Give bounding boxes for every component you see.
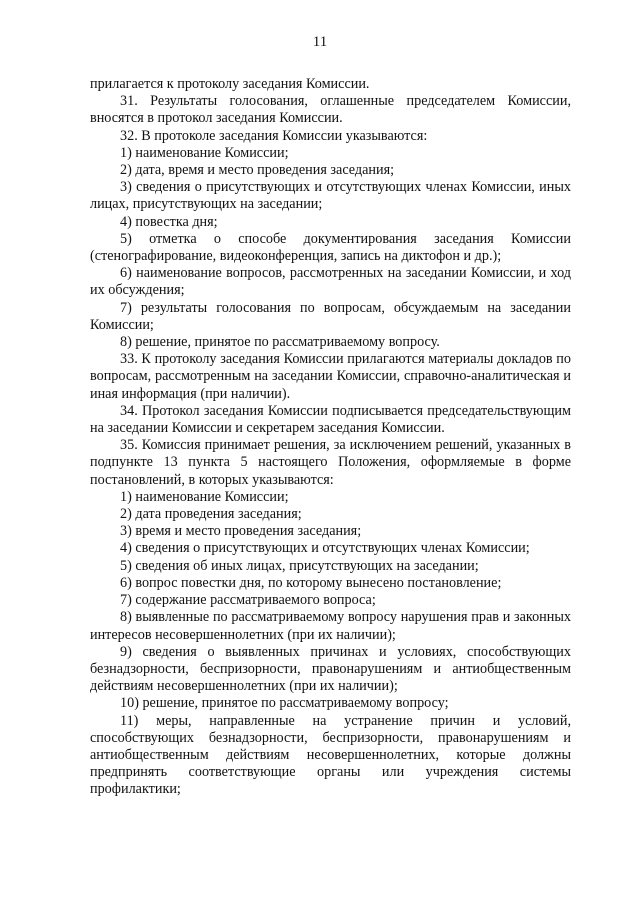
list-item: 3) сведения о присутствующих и отсутствующих членах Комиссии, иных лицах, присутствующих на заседании;: [90, 179, 571, 213]
paragraph-continuation: прилагается к протоколу заседания Комиссии.: [90, 76, 370, 92]
list-item: 5) отметка о способе документирования заседания Комиссии (стенографирование, видеоконференция, запись на диктофон и др.);: [90, 230, 571, 265]
list-item: 10) решение, принятое по рассматриваемому вопросу;: [120, 695, 449, 712]
list-item: 6) вопрос повестки дня, по которому вынесено постановление;: [120, 574, 502, 591]
paragraph-35: 35. Комиссия принимает решения, за исключением решений, указанных в подпункте 13 пункта 5 настоящего Положения, оформляемые в форме постановлений, в которых указываются:: [90, 437, 571, 488]
list-item: 8) решение, принятое по рассматриваемому вопросу.: [120, 334, 440, 351]
list-item: 7) результаты голосования по вопросам, обсуждаемым на заседании Комиссии;: [90, 299, 571, 333]
list-item: 1) наименование Комиссии;: [120, 144, 289, 161]
list-item: 2) дата проведения заседания;: [120, 506, 302, 523]
list-item: 2) дата, время и место проведения заседания;: [120, 162, 395, 179]
list-item: 4) сведения о присутствующих и отсутствующих членах Комиссии;: [120, 540, 530, 557]
list-item: 4) повестка дня;: [120, 213, 218, 230]
paragraph-31: 31. Результаты голосования, оглашенные председателем Комиссии, вносятся в протокол заседания Комиссии.: [90, 93, 571, 127]
list-item: 5) сведения об иных лицах, присутствующих на заседании;: [120, 557, 479, 574]
list-item: 3) время и место проведения заседания;: [120, 523, 362, 540]
list-item: 9) сведения о выявленных причинах и условиях, способствующих безнадзорности, беспризорности, правонарушениям и антиобщественным действиям несовершеннолетних (при их наличии);: [90, 643, 571, 695]
paragraph-33: 33. К протоколу заседания Комиссии прилагаются материалы докладов по вопросам, рассмотренным на заседании Комиссии, справочно-аналитическая и иная информация (при наличии).: [90, 351, 571, 402]
list-item: 6) наименование вопросов, рассмотренных на заседании Комиссии, и ход их обсуждения;: [90, 265, 571, 299]
document-body: [90, 76, 571, 799]
paragraph-34: 34. Протокол заседания Комиссии подписывается председательствующим на заседании Комиссии и секретарем заседания Комиссии.: [90, 402, 571, 437]
list-item: 11) меры, направленные на устранение причин и условий, способствующих безнадзорности, беспризорности, правонарушениям и антиобщественным действиям несовершеннолетних, которые должны предпринять соответствующие органы или учреждения системы профилактики;: [90, 712, 571, 798]
paragraph-32: 32. В протоколе заседания Комиссии указываются:: [120, 127, 428, 144]
list-item: 8) выявленные по рассматриваемому вопросу нарушения прав и законных интересов несовершеннолетних (при их наличии);: [90, 609, 571, 643]
page-number: 11: [312, 34, 328, 50]
list-item: 1) наименование Комиссии;: [120, 488, 289, 505]
list-item: 7) содержание рассматриваемого вопроса;: [120, 592, 376, 609]
